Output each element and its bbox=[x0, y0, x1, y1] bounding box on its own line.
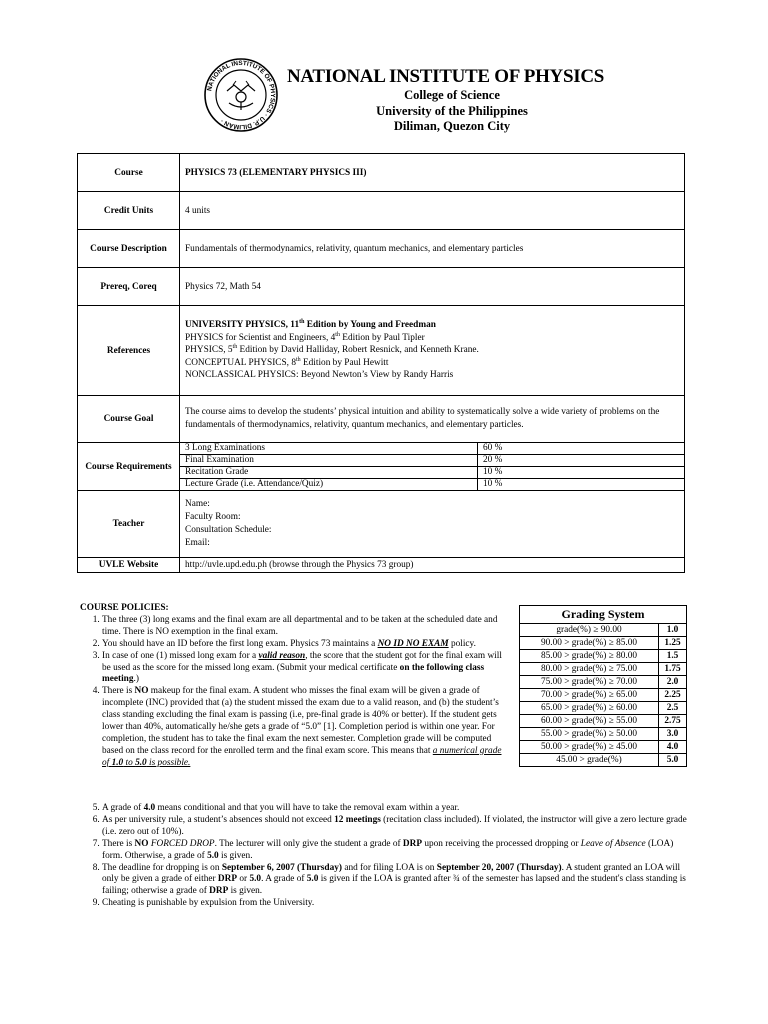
grade-range: 90.00 > grade(%) ≥ 85.00 bbox=[520, 637, 659, 650]
requirement-row bbox=[180, 443, 684, 455]
description-value: Fundamentals of thermodynamics, relativity, quantum mechanics, and elementary particles bbox=[180, 230, 685, 268]
references-list bbox=[180, 306, 685, 396]
prereq-value: Physics 72, Math 54 bbox=[180, 268, 685, 306]
grading-table bbox=[520, 624, 686, 766]
policy-item: 4. There is NO makeup for the final exam. A student who misses the final exam will be given a grade of incomplete (INC) provided that (a) the student missed the exam due to a valid reason, and (b) the student’s class standing excluding the final exam is passing (i.e, pre-final grade is 40% or better). If the student gets lower than 40%, automatically he/she gets a grade of “5.0” [1]. Completion period is within one year. For completion, the student has to take the final exam the next semester. Completion grade will be computed based on the class record for the enrolled term and the final exam score. This means that a numerical grade of 1.0 to 5.0 is possible. bbox=[102, 686, 508, 769]
requirement-item: Recitation Grade bbox=[180, 467, 478, 479]
policy-item: 6. As per university rule, a student’s absences should not exceed 12 meetings (recitation class included). If violated, the instructor will give a zero lecture grade (i.e. zero out of 10%). bbox=[102, 815, 690, 839]
credit-label: Credit Units bbox=[78, 192, 180, 230]
policy-item: 1. The three (3) long exams and the final exam are all departmental and to be taken at the scheduled date and time. There is NO exemption in the final exam. bbox=[102, 615, 508, 639]
prereq-label: Prereq, Coreq bbox=[78, 268, 180, 306]
grade-value: 2.75 bbox=[659, 715, 687, 728]
grading-title: Grading System bbox=[520, 606, 686, 624]
university-line: University of the Philippines bbox=[376, 103, 528, 118]
policies-list-continued bbox=[80, 803, 690, 910]
grade-row bbox=[520, 637, 686, 650]
college-line: College of Science bbox=[404, 88, 500, 102]
grading-system-box bbox=[519, 605, 687, 767]
policy-item: 5. A grade of 4.0 means conditional and that you will have to take the removal exam within a year. bbox=[102, 803, 690, 815]
goal-row bbox=[78, 396, 685, 443]
course-info-table bbox=[77, 153, 685, 573]
grade-row bbox=[520, 715, 686, 728]
grade-range: 50.00 > grade(%) ≥ 45.00 bbox=[520, 741, 659, 754]
credit-row bbox=[78, 192, 685, 230]
grade-row bbox=[520, 754, 686, 767]
grade-value: 4.0 bbox=[659, 741, 687, 754]
grade-row bbox=[520, 741, 686, 754]
grade-row bbox=[520, 650, 686, 663]
description-row bbox=[78, 230, 685, 268]
requirement-pct: 60 % bbox=[478, 443, 685, 455]
reference-item: PHYSICS, 5th Edition by David Halliday, Robert Resnick, and Kenneth Krane. bbox=[185, 344, 479, 356]
grade-row bbox=[520, 624, 686, 637]
grade-range: 60.00 > grade(%) ≥ 55.00 bbox=[520, 715, 659, 728]
grade-range: 85.00 > grade(%) ≥ 80.00 bbox=[520, 650, 659, 663]
goal-label: Course Goal bbox=[78, 396, 180, 443]
requirement-item: Final Examination bbox=[180, 455, 478, 467]
policy-item: 3. In case of one (1) missed long exam for a valid reason, the score that the student got for the final exam will be used as the score for the missed long exam. (Submit your medical certificate on the following class meeting.) bbox=[102, 651, 508, 687]
course-row bbox=[78, 154, 685, 192]
grade-value: 1.75 bbox=[659, 663, 687, 676]
policy-item: 7. There is NO FORCED DROP. The lecturer will only give the student a grade of DRP upon receiving the processed dropping or Leave of Absence (LOA) form. Otherwise, a grade of 5.0 is given. bbox=[102, 839, 690, 863]
references-label: References bbox=[78, 306, 180, 396]
grade-row bbox=[520, 689, 686, 702]
grade-range: grade(%) ≥ 90.00 bbox=[520, 624, 659, 637]
policy-item: 9. Cheating is punishable by expulsion from the University. bbox=[102, 898, 690, 910]
grade-row bbox=[520, 702, 686, 715]
grade-range: 55.00 > grade(%) ≥ 50.00 bbox=[520, 728, 659, 741]
teacher-info bbox=[180, 491, 685, 558]
grade-range: 80.00 > grade(%) ≥ 75.00 bbox=[520, 663, 659, 676]
reference-item: PHYSICS for Scientist and Engineers, 4th Edition by Paul Tipler bbox=[185, 331, 425, 343]
requirement-pct: 20 % bbox=[478, 455, 685, 467]
grade-value: 2.5 bbox=[659, 702, 687, 715]
grade-value: 2.0 bbox=[659, 676, 687, 689]
uvle-link[interactable]: http://uvle.upd.edu.ph (browse through the Physics 73 group) bbox=[180, 558, 685, 573]
teacher-row bbox=[78, 491, 685, 558]
references-row bbox=[78, 306, 685, 396]
description-label: Course Description bbox=[78, 230, 180, 268]
grade-value: 1.25 bbox=[659, 637, 687, 650]
institute-title: NATIONAL INSTITUTE OF PHYSICS bbox=[287, 66, 605, 87]
grade-value: 5.0 bbox=[659, 754, 687, 767]
goal-value: The course aims to develop the students’ physical intuition and ability to systematically solve a wide variety of problems on the fundamentals of thermodynamics, relativity, quantum mechanics, and elementary particles. bbox=[180, 396, 685, 443]
location-line: Diliman, Quezon City bbox=[393, 119, 511, 133]
policy-item: 2. You should have an ID before the first long exam. Physics 73 maintains a NO ID NO EXAM policy. bbox=[102, 639, 508, 651]
policy-item: 8. The deadline for dropping is on September 6, 2007 (Thursday) and for filing LOA is on September 20, 2007 (Thursday). A student granted an LOA will only be given a grade of either DRP or 5.0. A grade of 5.0 is given if the LOA is granted after ¾ of the semester has lapsed and the student's class standing is failing; otherwise a grade of DRP is given. bbox=[102, 863, 690, 899]
grade-row bbox=[520, 728, 686, 741]
grade-value: 3.0 bbox=[659, 728, 687, 741]
reference-item: UNIVERSITY PHYSICS, 11th Edition by Young and Freedman bbox=[185, 319, 436, 331]
requirement-row bbox=[180, 479, 684, 491]
requirement-item: 3 Long Examinations bbox=[180, 443, 478, 455]
requirement-pct: 10 % bbox=[478, 479, 685, 491]
grade-value: 1.5 bbox=[659, 650, 687, 663]
course-value: PHYSICS 73 (ELEMENTARY PHYSICS III) bbox=[180, 154, 685, 192]
requirement-row bbox=[180, 455, 684, 467]
grade-value: 2.25 bbox=[659, 689, 687, 702]
uvle-label: UVLE Website bbox=[78, 558, 180, 573]
grade-range: 70.00 > grade(%) ≥ 65.00 bbox=[520, 689, 659, 702]
teacher-room-field: Faculty Room: bbox=[185, 512, 241, 522]
course-label: Course bbox=[78, 154, 180, 192]
requirement-pct: 10 % bbox=[478, 467, 685, 479]
grade-row bbox=[520, 676, 686, 689]
grade-range: 45.00 > grade(%) bbox=[556, 755, 622, 765]
requirements-table bbox=[180, 443, 684, 490]
grade-row bbox=[520, 663, 686, 676]
svg-text:NATIONAL INSTITUTE OF PHYSICS: NATIONAL INSTITUTE OF PHYSICS · U.P. DILIMAN · bbox=[206, 59, 277, 131]
grade-range: 65.00 > grade(%) ≥ 60.00 bbox=[520, 702, 659, 715]
course-policies-continued bbox=[80, 803, 690, 910]
teacher-email-field: Email: bbox=[185, 538, 210, 548]
uvle-row bbox=[78, 558, 685, 573]
requirement-item: Lecture Grade (i.e. Attendance/Quiz) bbox=[185, 479, 324, 489]
requirements-label: Course Requirements bbox=[78, 443, 180, 491]
nip-seal-logo bbox=[203, 57, 279, 133]
course-policies bbox=[80, 603, 508, 770]
grade-value: 1.0 bbox=[659, 624, 687, 637]
grade-range: 75.00 > grade(%) ≥ 70.00 bbox=[520, 676, 659, 689]
reference-item: NONCLASSICAL PHYSICS: Beyond Newton’s View by Randy Harris bbox=[185, 370, 454, 381]
policies-title: COURSE POLICIES: bbox=[80, 603, 169, 613]
credit-value: 4 units bbox=[180, 192, 685, 230]
requirements-row bbox=[78, 443, 685, 491]
reference-item: CONCEPTUAL PHYSICS, 8th Edition by Paul Hewitt bbox=[185, 356, 389, 368]
teacher-schedule-field: Consultation Schedule: bbox=[185, 525, 272, 535]
teacher-name-field: Name: bbox=[185, 499, 210, 509]
document-header bbox=[287, 66, 627, 135]
requirements-cell bbox=[180, 443, 685, 491]
prereq-row bbox=[78, 268, 685, 306]
policies-list bbox=[80, 615, 508, 770]
requirement-row bbox=[180, 467, 684, 479]
teacher-label: Teacher bbox=[78, 491, 180, 558]
